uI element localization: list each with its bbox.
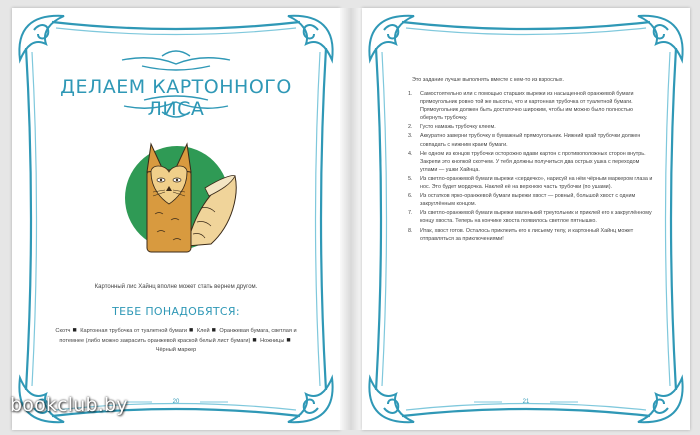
- page-number-ornament: [124, 401, 152, 403]
- step-item: 2. Густо намажь трубочку клеем.: [408, 124, 496, 131]
- page-number: 20: [172, 399, 180, 405]
- material-item: Чёрный маркер: [155, 347, 197, 353]
- fox-illustration: [117, 128, 237, 258]
- page-number-ornament: [474, 401, 502, 403]
- page-number-ornament: [200, 401, 228, 403]
- site-watermark: bookclub.by: [10, 394, 128, 416]
- bullet-icon: ■: [252, 337, 257, 344]
- step-item: 5. Из светло-оранжевой бумаги вырежи «сердечко», нарисуй на нём чёрным маркером глаза и нос. Это будет мордочка. Наклей её на верхнюю часть трубочки (по ушами).: [408, 175, 653, 191]
- page-number: 21: [522, 399, 530, 405]
- step-item: 4. Не одном из концов трубочки осторожно вдави картон с противоположных сторон внутрь. Закрепи это кнопкой скотчем. У тебя должны получиться два острых ушка с переходом углами — ушки Хайнца.: [408, 150, 646, 173]
- bullet-icon: ■: [286, 337, 291, 344]
- right-page: [362, 8, 690, 430]
- material-item: Клей: [196, 328, 210, 334]
- bullet-icon: ■: [189, 327, 194, 334]
- bullet-icon: ■: [211, 327, 216, 334]
- material-item: Картонная трубочка от туалетной бумаги: [80, 328, 188, 334]
- illustration-caption: Картонный лис Хайнц вполне может стать вернем другом.: [94, 284, 258, 290]
- book-spine: [340, 8, 362, 430]
- materials-list: [50, 326, 302, 355]
- material-item: Оранжевая бумага, светлая и потемнее (либо можно закрасить оранжевой краской белый лист бумаги): [59, 328, 297, 344]
- page-number-ornament: [550, 401, 578, 403]
- page-title: ДЕЛАЕМ КАРТОННОГО ЛИСА: [60, 76, 292, 120]
- step-item: 6. Из остатков ярко-оранжевой бумаги вырежи хвост — ровный, большой хвост с одним закруглённым концом.: [408, 193, 636, 208]
- material-item: Ножницы: [260, 338, 285, 344]
- step-item: 8. Итак, хвост готов. Осталось приклеить его к лисьему телу, и картонный Хайнц может отправляться за приключениями!: [408, 227, 634, 242]
- materials-heading: ТЕБЕ ПОНАДОБЯТСЯ:: [112, 305, 240, 318]
- instruction-steps: [408, 90, 656, 244]
- step-item: 1. Самостоятельно или с помощью старших вырежи из насыщенной оранжевой бумаги прямоугольник ровно той же высоты, что и картонная трубочка от туалетной бумаги. Прямоугольник должен быть достаточно широким, чтобы им можно было полностью обернуть трубочку.: [408, 91, 634, 122]
- intro-text: Это задание лучше выполнять вместе с кем-то из взрослых.: [412, 77, 564, 83]
- left-page: [12, 8, 340, 430]
- step-item: 3. Аккуратно заверни трубочку в бумажный прямоугольник. Нижний край трубочки должен совпадать с нижним краем бумаги.: [408, 133, 641, 148]
- material-item: Скотч: [55, 328, 71, 334]
- step-item: 7. Из светло-оранжевой бумаги вырежи маленький треугольник и приклей его к закруглённому концу хвоста. Теперь на кончике хвоста появилось светлое пятнышко.: [408, 210, 652, 225]
- bullet-icon: ■: [72, 327, 77, 334]
